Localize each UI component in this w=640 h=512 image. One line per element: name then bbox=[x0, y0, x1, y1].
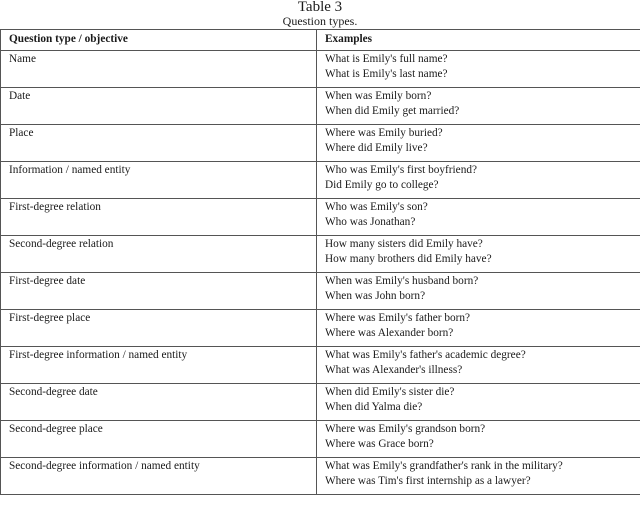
table-row bbox=[1, 88, 640, 125]
table-row bbox=[1, 458, 640, 495]
examples-cell bbox=[317, 236, 640, 273]
column-header-question-type: Question type / objective bbox=[1, 30, 317, 51]
example-text: When did Emily's sister die? bbox=[325, 386, 455, 398]
example-text: When did Yalma die? bbox=[325, 401, 423, 413]
examples-cell bbox=[317, 458, 640, 495]
example-text: Where was Emily's father born? bbox=[325, 312, 471, 324]
example-text: Where was Emily buried? bbox=[325, 127, 443, 139]
question-types-table bbox=[0, 29, 640, 495]
example-text: Where was Alexander born? bbox=[325, 327, 454, 339]
example-text: When was Emily's husband born? bbox=[325, 275, 479, 287]
table-row bbox=[1, 51, 640, 88]
examples-cell bbox=[317, 421, 640, 458]
question-type-cell: Second-degree place bbox=[1, 421, 317, 458]
table-title: Table 3 bbox=[297, 0, 343, 15]
examples-cell bbox=[317, 162, 640, 199]
example-text: Where was Grace born? bbox=[325, 438, 434, 450]
examples-cell bbox=[317, 199, 640, 236]
question-type-cell: Information / named entity bbox=[1, 162, 317, 199]
question-type-cell: First-degree information / named entity bbox=[1, 347, 317, 384]
table-row bbox=[1, 125, 640, 162]
example-text: Did Emily go to college? bbox=[325, 179, 439, 191]
examples-cell bbox=[317, 125, 640, 162]
example-text: What is Emily's full name? bbox=[325, 53, 448, 65]
examples-cell bbox=[317, 384, 640, 421]
examples-cell bbox=[317, 273, 640, 310]
question-type-cell: Place bbox=[1, 125, 317, 162]
example-text: When was John born? bbox=[325, 290, 426, 302]
example-text: Who was Emily's first boyfriend? bbox=[325, 164, 478, 176]
question-type-cell: Second-degree relation bbox=[1, 236, 317, 273]
table-subtitle: Question types. bbox=[282, 14, 358, 28]
column-header-examples: Examples bbox=[317, 30, 640, 51]
table-row bbox=[1, 199, 640, 236]
example-text: When did Emily get married? bbox=[325, 105, 460, 117]
question-type-cell: Second-degree date bbox=[1, 384, 317, 421]
examples-cell bbox=[317, 51, 640, 88]
question-type-cell: First-degree date bbox=[1, 273, 317, 310]
table-row bbox=[1, 421, 640, 458]
examples-cell bbox=[317, 88, 640, 125]
table-row bbox=[1, 384, 640, 421]
example-text: Where did Emily live? bbox=[325, 142, 428, 154]
question-type-cell: First-degree relation bbox=[1, 199, 317, 236]
table-caption bbox=[0, 0, 640, 28]
table-row bbox=[1, 310, 640, 347]
examples-cell bbox=[317, 310, 640, 347]
table-row bbox=[1, 273, 640, 310]
example-text: What is Emily's last name? bbox=[325, 68, 448, 80]
examples-cell bbox=[317, 347, 640, 384]
table-row bbox=[1, 162, 640, 199]
question-type-cell: Name bbox=[1, 51, 317, 88]
question-type-cell: Second-degree information / named entity bbox=[1, 458, 317, 495]
example-text: How many brothers did Emily have? bbox=[325, 253, 492, 265]
example-text: What was Emily's father's academic degree? bbox=[325, 349, 526, 361]
example-text: Who was Jonathan? bbox=[325, 216, 416, 228]
example-text: When was Emily born? bbox=[325, 90, 432, 102]
example-text: Who was Emily's son? bbox=[325, 201, 428, 213]
example-text: Where was Emily's grandson born? bbox=[325, 423, 486, 435]
example-text: Where was Tim's first internship as a lawyer? bbox=[325, 475, 531, 487]
table-row bbox=[1, 236, 640, 273]
table-header-row bbox=[1, 30, 640, 51]
example-text: What was Alexander's illness? bbox=[325, 364, 463, 376]
question-type-cell: Date bbox=[1, 88, 317, 125]
example-text: How many sisters did Emily have? bbox=[325, 238, 483, 250]
table-row bbox=[1, 347, 640, 384]
example-text: What was Emily's grandfather's rank in the military? bbox=[325, 460, 563, 472]
question-type-cell: First-degree place bbox=[1, 310, 317, 347]
